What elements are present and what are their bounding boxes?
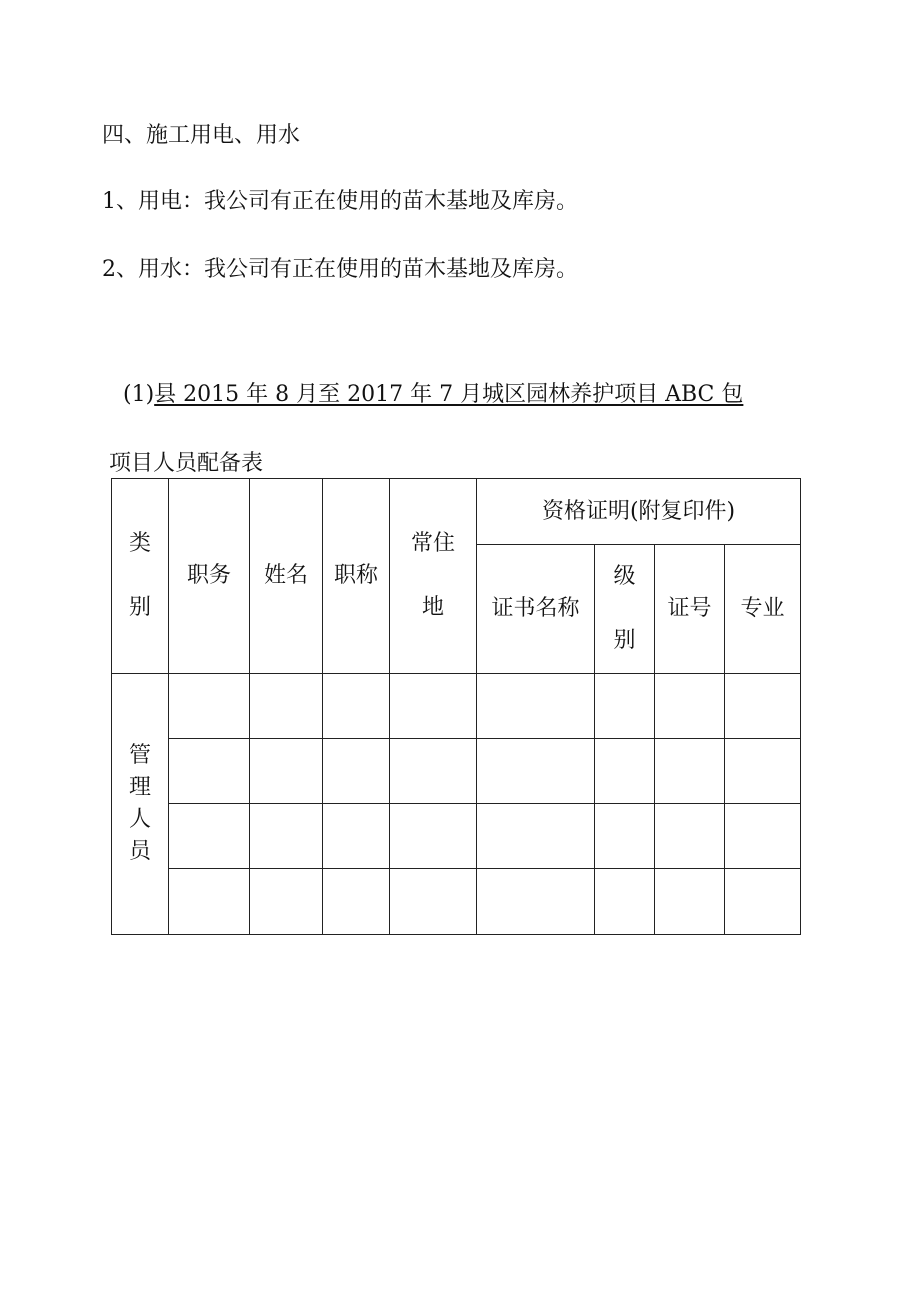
cell-major: [725, 869, 801, 935]
table-row: [112, 674, 801, 739]
group-label-char: 理: [128, 775, 151, 800]
cell-position: [169, 674, 250, 739]
cell-residence: [390, 804, 477, 869]
section-title: 四、施工用电、用水: [102, 123, 301, 148]
project-prefix: (1): [123, 382, 155, 407]
cell-name: [250, 869, 323, 935]
staff-table: [111, 478, 801, 935]
table-row: [112, 804, 801, 869]
group-label-char: 人: [128, 807, 151, 832]
header-level-char-1: 级: [613, 564, 636, 589]
header-name: 姓名: [250, 479, 323, 674]
cell-position: [169, 804, 250, 869]
water-item: 2、用水：我公司有正在使用的苗木基地及库房。: [102, 257, 578, 282]
header-cert-name: 证书名称: [477, 545, 595, 674]
cell-cert-no: [655, 674, 725, 739]
cell-major: [725, 804, 801, 869]
cell-name: [250, 674, 323, 739]
cell-major: [725, 674, 801, 739]
table-caption: 项目人员配备表: [109, 451, 264, 476]
cell-title: [323, 869, 390, 935]
cell-residence: [390, 674, 477, 739]
header-category: [112, 479, 169, 674]
cell-name: [250, 739, 323, 804]
cell-title: [323, 674, 390, 739]
cell-residence: [390, 869, 477, 935]
table-row: [112, 869, 801, 935]
cell-cert-name: [477, 869, 595, 935]
group-label-char: 管: [128, 743, 151, 768]
header-category-char-2: 别: [128, 595, 151, 620]
cell-level: [595, 674, 655, 739]
header-residence-line-1: 常住: [410, 531, 455, 556]
header-residence: [390, 479, 477, 674]
header-position: 职务: [169, 479, 250, 674]
cell-level: [595, 804, 655, 869]
electricity-item: 1、用电：我公司有正在使用的苗木基地及库房。: [102, 189, 578, 214]
cell-position: [169, 739, 250, 804]
cell-level: [595, 869, 655, 935]
cell-title: [323, 739, 390, 804]
table-row: [112, 739, 801, 804]
header-qualification: 资格证明(附复印件): [477, 479, 801, 545]
cell-cert-name: [477, 674, 595, 739]
header-title: 职称: [323, 479, 390, 674]
header-category-char-1: 类: [128, 531, 151, 556]
cell-cert-no: [655, 739, 725, 804]
cell-title: [323, 804, 390, 869]
header-cert-no: 证号: [655, 545, 725, 674]
project-name: 县 2015 年 8 月至 2017 年 7 月城区园林养护项目 ABC 包: [154, 382, 744, 407]
header-level-char-2: 别: [613, 628, 636, 653]
header-level: [595, 545, 655, 674]
cell-position: [169, 869, 250, 935]
cell-name: [250, 804, 323, 869]
cell-residence: [390, 739, 477, 804]
group-label-management: [112, 674, 169, 935]
cell-cert-no: [655, 869, 725, 935]
header-major: 专业: [725, 545, 801, 674]
header-residence-line-2: 地: [421, 595, 444, 620]
cell-cert-name: [477, 739, 595, 804]
group-label-char: 员: [128, 839, 151, 864]
cell-cert-no: [655, 804, 725, 869]
cell-cert-name: [477, 804, 595, 869]
cell-level: [595, 739, 655, 804]
project-heading: [123, 380, 743, 410]
cell-major: [725, 739, 801, 804]
